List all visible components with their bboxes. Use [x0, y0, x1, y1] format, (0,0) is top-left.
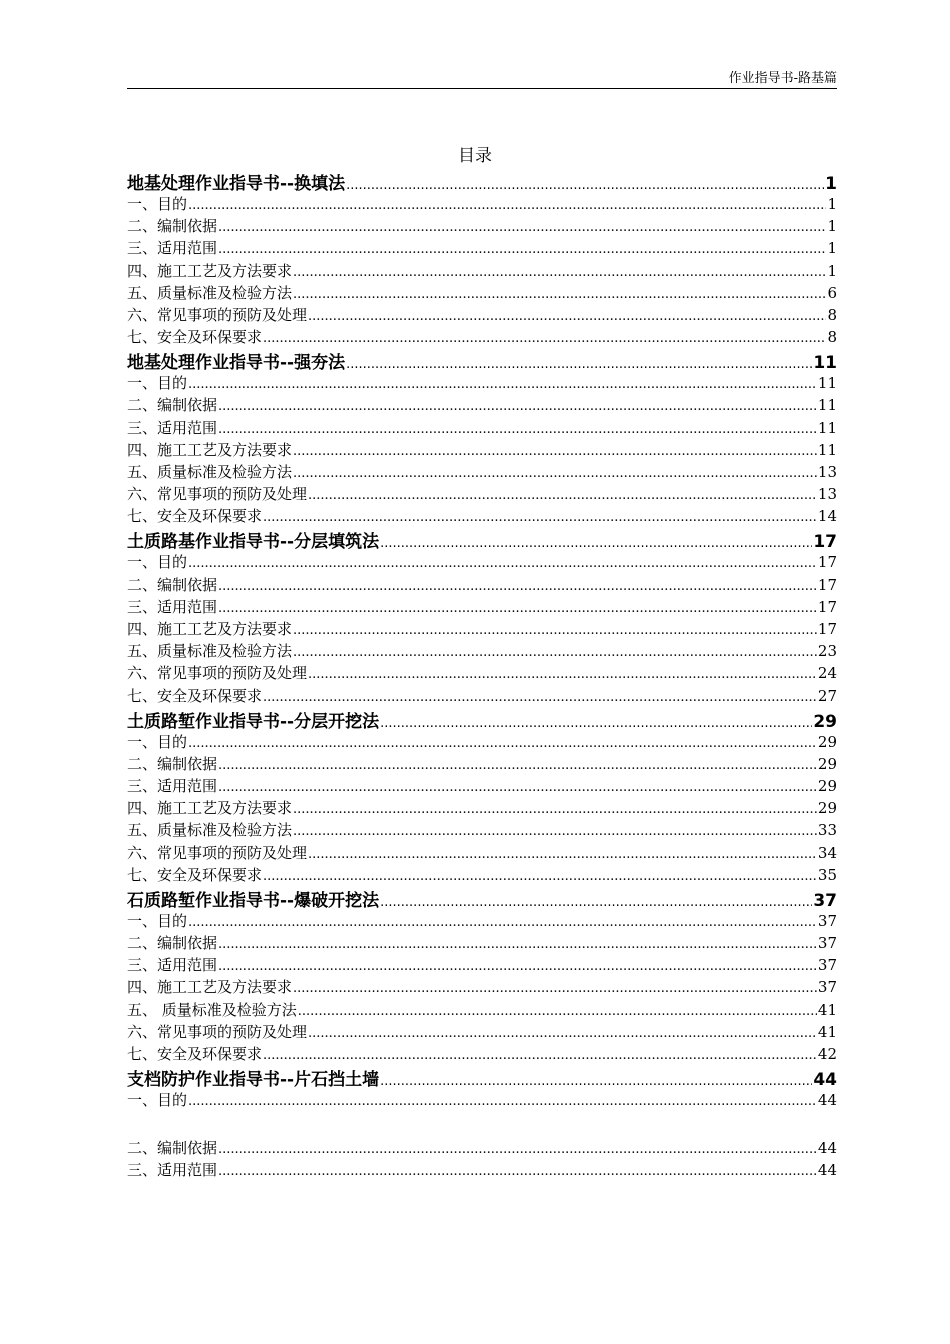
toc-entry-page: 17	[817, 553, 837, 572]
dot-leader	[218, 959, 817, 974]
dot-leader	[293, 645, 817, 660]
toc-entry-page: 29	[817, 754, 837, 773]
toc-entry-page: 1	[827, 195, 837, 213]
toc-entry-page: 37	[817, 978, 837, 997]
toc-entry[interactable]	[127, 640, 837, 661]
toc-entry-label: 七、安全及环保要求	[127, 865, 263, 884]
toc-entry-label: 五、质量标准及检验方法	[127, 821, 293, 840]
toc-entry[interactable]	[127, 864, 837, 885]
toc-section[interactable]	[127, 886, 837, 910]
dot-leader	[293, 444, 817, 459]
toc-entry-page: 44	[813, 1070, 837, 1090]
toc-entry-label: 三、适用范围	[127, 418, 218, 437]
toc-entry-label: 六、常见事项的预防及处理	[127, 843, 308, 862]
toc-entry-label: 二、编制依据	[127, 754, 218, 773]
toc-entry-page: 34	[817, 843, 837, 862]
toc-entry-page: 13	[817, 463, 837, 481]
toc-entry-page: 23	[817, 642, 837, 661]
toc-entry[interactable]	[127, 193, 837, 214]
toc-entry-page: 13	[817, 485, 837, 504]
toc-entry-page: 11	[817, 374, 837, 393]
dot-leader	[218, 242, 826, 257]
dot-leader	[263, 869, 817, 884]
toc-entry-label: 石质路堑作业指导书--爆破开挖法	[127, 890, 380, 911]
toc-entry[interactable]	[127, 282, 837, 303]
toc-entry-page: 35	[817, 865, 837, 884]
toc-entry[interactable]	[127, 842, 837, 863]
toc-entry-page: 44	[817, 1091, 837, 1109]
toc-entry-page: 41	[817, 1022, 837, 1041]
toc-entry[interactable]	[127, 910, 837, 931]
toc-entry-page: 24	[817, 664, 837, 683]
dot-leader	[380, 536, 812, 551]
dot-leader	[308, 847, 817, 862]
dot-leader	[188, 736, 817, 751]
dot-leader	[346, 357, 812, 372]
toc-entry-label: 土质路堑作业指导书--分层开挖法	[127, 711, 380, 732]
toc-entry-label: 七、安全及环保要求	[127, 1045, 263, 1063]
toc-entry-page: 37	[817, 956, 837, 975]
page-header	[127, 66, 837, 89]
toc-entry-label: 四、施工工艺及方法要求	[127, 978, 293, 997]
toc-entry-label: 六、常见事项的预防及处理	[127, 1022, 308, 1041]
toc-entry[interactable]	[127, 551, 837, 572]
toc-entry-label: 土质路基作业指导书--分层填筑法	[127, 532, 380, 553]
toc-entry-page: 29	[817, 799, 837, 818]
toc-section[interactable]	[127, 348, 837, 372]
toc-entry-page: 44	[817, 1139, 837, 1158]
dot-leader	[308, 667, 817, 682]
toc-entry[interactable]	[127, 954, 837, 975]
dot-leader	[218, 1142, 817, 1157]
toc-entry-label: 二、编制依据	[127, 934, 218, 952]
toc-entry-label: 二、编制依据	[127, 396, 218, 415]
toc-entry-label: 七、安全及环保要求	[127, 686, 263, 705]
toc-entry[interactable]	[127, 999, 837, 1020]
toc-entry-label: 三、适用范围	[127, 597, 218, 616]
toc-entry[interactable]	[127, 976, 837, 997]
toc-entry-page: 29	[817, 777, 837, 795]
toc-entry-page: 17	[817, 620, 837, 638]
toc-entry-label: 二、编制依据	[127, 1139, 218, 1158]
toc-entry-label: 四、施工工艺及方法要求	[127, 620, 293, 638]
toc-entry-label: 四、施工工艺及方法要求	[127, 440, 293, 459]
toc-entry[interactable]	[127, 505, 837, 526]
dot-leader	[188, 198, 826, 213]
toc-entry-label: 一、目的	[127, 1091, 188, 1109]
toc-entry[interactable]	[127, 1089, 837, 1110]
toc-entry[interactable]	[127, 394, 837, 415]
toc-entry-label: 一、目的	[127, 732, 188, 751]
toc-entry[interactable]	[127, 618, 837, 639]
dot-leader	[308, 488, 817, 503]
toc-entry-label: 七、安全及环保要求	[127, 507, 263, 526]
dot-leader	[218, 399, 817, 414]
toc-entry-label: 二、编制依据	[127, 575, 218, 594]
toc-entry[interactable]	[127, 775, 837, 796]
toc-entry-page: 1	[827, 261, 837, 280]
toc-entry[interactable]	[127, 731, 837, 752]
toc-entry-page: 8	[827, 306, 837, 324]
toc-entry[interactable]	[127, 819, 837, 840]
dot-leader	[293, 981, 817, 996]
toc-entry[interactable]	[127, 1043, 837, 1064]
toc-entry-label: 三、适用范围	[127, 777, 218, 795]
toc-entry-label: 二、编制依据	[127, 217, 218, 236]
toc-entry[interactable]	[127, 662, 837, 683]
toc-entry-page: 11	[817, 440, 837, 459]
toc-entry-page: 11	[817, 418, 837, 437]
toc-entry[interactable]	[127, 797, 837, 818]
toc-entry[interactable]	[127, 753, 837, 774]
toc-entry-label: 一、目的	[127, 553, 188, 572]
toc-entry[interactable]	[127, 1021, 837, 1042]
dot-leader	[188, 915, 817, 930]
dot-leader	[308, 309, 826, 324]
toc-entry-label: 五、质量标准及检验方法	[127, 642, 293, 661]
toc-entry-page: 11	[813, 353, 837, 374]
dot-leader	[293, 802, 817, 817]
dot-leader	[293, 824, 817, 839]
toc-entry[interactable]	[127, 1159, 837, 1180]
toc-entry[interactable]	[127, 304, 837, 325]
dot-leader	[293, 623, 817, 638]
toc-entry-label: 一、目的	[127, 374, 188, 393]
toc-entry-page: 41	[817, 1000, 837, 1019]
toc-entry-label: 六、常见事项的预防及处理	[127, 664, 308, 683]
toc-entry-page: 6	[827, 283, 837, 302]
toc-entry[interactable]	[127, 932, 837, 953]
dot-leader	[218, 937, 817, 952]
dot-leader	[263, 1048, 817, 1063]
dot-leader	[308, 1026, 817, 1041]
toc-entry-label: 六、常见事项的预防及处理	[127, 306, 308, 324]
toc-entry[interactable]	[127, 439, 837, 460]
dot-leader	[298, 1004, 817, 1019]
dot-leader	[218, 601, 817, 616]
toc-entry-page: 37	[813, 890, 837, 911]
dot-leader	[263, 331, 826, 346]
dot-leader	[293, 287, 826, 302]
toc-entry[interactable]	[127, 685, 837, 706]
dot-leader	[380, 895, 812, 910]
toc-entry-page: 17	[813, 532, 837, 553]
dot-leader	[218, 220, 826, 235]
toc-entry-page: 1	[827, 239, 837, 258]
toc-entry-label: 一、目的	[127, 195, 188, 213]
toc-entry[interactable]	[127, 461, 837, 482]
toc-entry[interactable]	[127, 215, 837, 236]
toc-title: 目录	[458, 146, 492, 166]
toc-entry-page: 17	[817, 597, 837, 616]
dot-leader	[188, 377, 817, 392]
toc-entry-page: 33	[817, 821, 837, 840]
toc-entry-label: 地基处理作业指导书--强夯法	[127, 353, 346, 374]
toc-entry[interactable]	[127, 260, 837, 281]
toc-entry-label: 一、目的	[127, 911, 188, 930]
dot-leader	[218, 579, 817, 594]
dot-leader	[218, 758, 817, 773]
toc-entry-page: 1	[825, 174, 837, 194]
dot-leader	[380, 1074, 812, 1089]
dot-leader	[293, 265, 826, 280]
toc-entry-page: 17	[817, 575, 837, 594]
toc-entry-page: 42	[817, 1045, 837, 1063]
toc-entry-page: 37	[817, 911, 837, 930]
toc-entry[interactable]	[127, 237, 837, 258]
dot-leader	[263, 690, 817, 705]
header-title: 作业指导书-路基篇	[728, 71, 837, 86]
toc-entry-label: 七、安全及环保要求	[127, 328, 263, 347]
toc-section[interactable]	[127, 527, 837, 551]
dot-leader	[218, 780, 817, 795]
toc-entry-label: 五、 质量标准及检验方法	[127, 1000, 297, 1019]
toc-entry-label: 六、常见事项的预防及处理	[127, 485, 308, 504]
dot-leader	[380, 716, 812, 731]
toc-entry-label: 三、适用范围	[127, 239, 218, 258]
toc-entry-page: 29	[817, 732, 837, 751]
toc-entry-page: 11	[817, 396, 837, 415]
toc-entry-page: 27	[817, 686, 837, 705]
toc-entry[interactable]	[127, 483, 837, 504]
toc-entry-label: 五、质量标准及检验方法	[127, 463, 293, 481]
dot-leader	[188, 1094, 817, 1109]
toc-entry[interactable]	[127, 326, 837, 347]
toc-entry-label: 四、施工工艺及方法要求	[127, 261, 293, 280]
toc-section[interactable]	[127, 169, 837, 193]
toc-entry-page: 14	[817, 507, 837, 526]
toc-section[interactable]	[127, 707, 837, 731]
dot-leader	[346, 178, 824, 193]
toc-entry-label: 四、施工工艺及方法要求	[127, 799, 293, 818]
toc-entry[interactable]	[127, 1137, 837, 1158]
toc-entry[interactable]	[127, 574, 837, 595]
toc-entry-label: 支档防护作业指导书--片石挡土墙	[127, 1070, 380, 1090]
toc-entry[interactable]	[127, 372, 837, 393]
dot-leader	[263, 510, 817, 525]
toc-entry-label: 三、适用范围	[127, 1161, 218, 1180]
toc-entry-page: 44	[817, 1161, 837, 1180]
toc-entry-label: 地基处理作业指导书--换填法	[127, 174, 346, 194]
dot-leader	[218, 422, 817, 437]
toc-entry[interactable]	[127, 596, 837, 617]
toc-section[interactable]	[127, 1065, 837, 1089]
dot-leader	[188, 556, 817, 571]
toc-entry[interactable]	[127, 417, 837, 438]
toc-entry-page: 1	[827, 217, 837, 236]
toc-entry-page: 8	[827, 328, 837, 347]
dot-leader	[293, 466, 817, 481]
toc-entry-page: 29	[813, 711, 837, 732]
toc-entry-label: 三、适用范围	[127, 956, 218, 975]
toc-entry-page: 37	[817, 934, 837, 952]
dot-leader	[218, 1164, 817, 1179]
toc-entry-label: 五、质量标准及检验方法	[127, 283, 293, 302]
